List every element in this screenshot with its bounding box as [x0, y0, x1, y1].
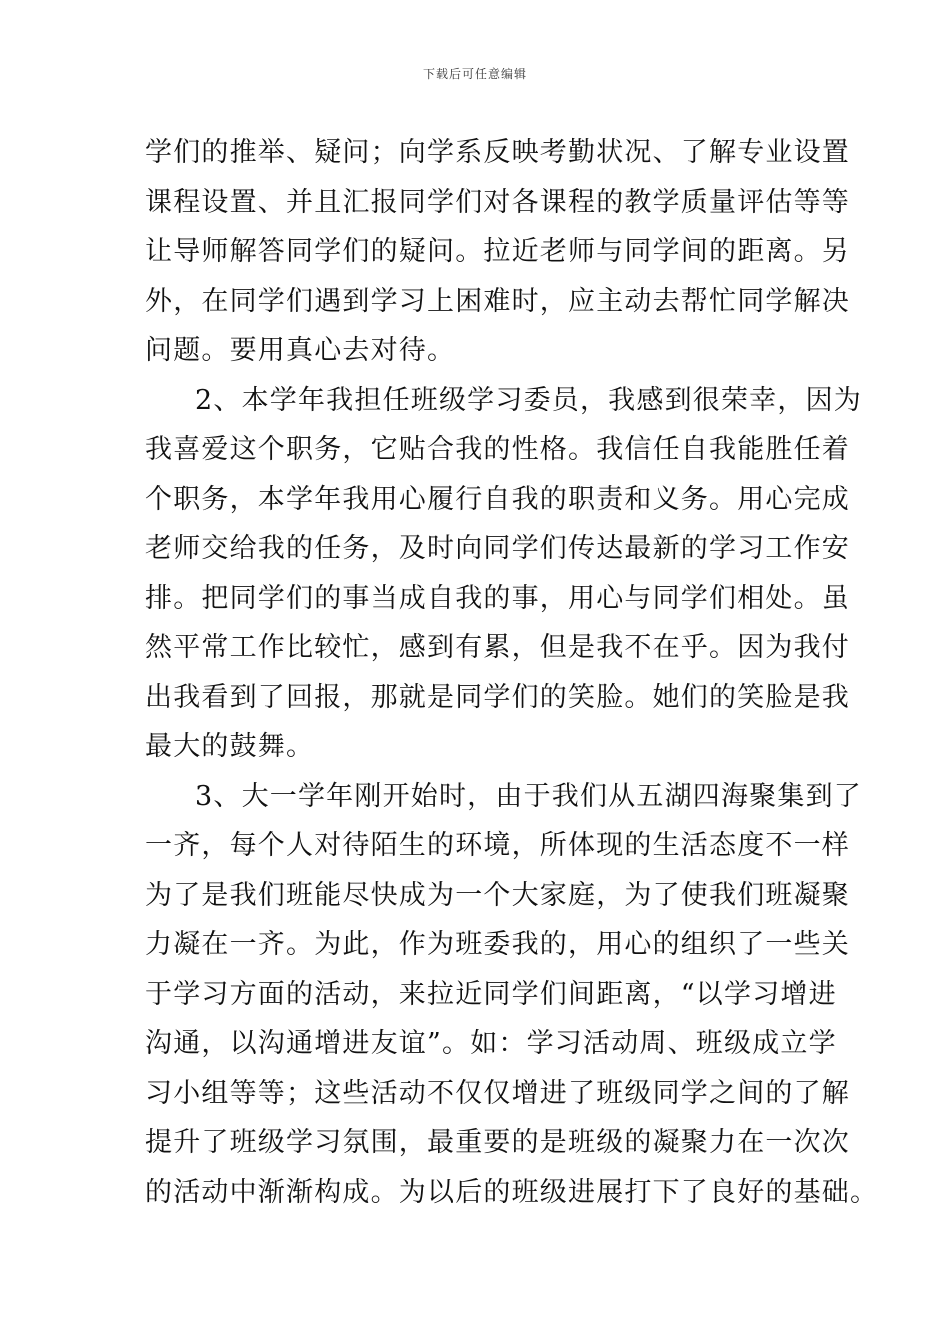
- text-line: 问题。要用真心去对待。: [145, 335, 456, 366]
- text-line: 出我看到了回报，那就是同学们的笑脸。她们的笑脸是我: [145, 681, 850, 713]
- paragraph-start-line: 2、本学年我担任班级学习委员，我感到很荣幸，因为: [195, 384, 862, 416]
- paragraph-start-line: 3、大一学年刚开始时，由于我们从五湖四海聚集到了: [195, 780, 862, 812]
- text-line: 个职务，本学年我用心履行自我的职责和义务。用心完成: [145, 483, 850, 515]
- text-line: 一齐，每个人对待陌生的环境，所体现的生活态度不一样: [145, 830, 850, 861]
- text-line: 让导师解答同学们的疑问。拉近老师与同学间的距离。另: [145, 236, 850, 267]
- text-line: 为了是我们班能尽快成为一个大家庭，为了使我们班凝聚: [145, 879, 850, 911]
- header-note: 下载后可任意编辑: [422, 67, 527, 81]
- text-line: 课程设置、并且汇报同学们对各课程的教学质量评估等等: [145, 186, 850, 218]
- text-line: 老师交给我的任务，及时向同学们传达最新的学习工作安: [145, 533, 850, 564]
- text-line: 提升了班级学习氛围，最重要的是班级的凝聚力在一次次: [145, 1127, 850, 1158]
- text-line: 于学习方面的活动，来拉近同学们间距离，“以学习增进: [145, 978, 837, 1010]
- text-line: 外，在同学们遇到学习上困难时，应主动去帮忙同学解决: [145, 285, 850, 317]
- text-line: 最大的鼓舞。: [145, 731, 315, 762]
- text-line: 的活动中渐渐构成。为以后的班级进展打下了良好的基础。: [145, 1176, 879, 1208]
- text-line: 习小组等等；这些活动不仅仅增进了班级同学之间的了解: [145, 1077, 850, 1109]
- text-line: 力凝在一齐。为此，作为班委我的，用心的组织了一些关: [145, 929, 850, 960]
- text-line: 沟通，以沟通增进友谊”。如：学习活动周、班级成立学: [145, 1028, 837, 1059]
- text-line: 排。把同学们的事当成自我的事，用心与同学们相处。虽: [145, 582, 850, 614]
- text-line: 我喜爱这个职务，它贴合我的性格。我信任自我能胜任着: [145, 434, 850, 465]
- text-line: 然平常工作比较忙，感到有累，但是我不在乎。因为我付: [145, 632, 850, 663]
- body-text: [145, 128, 879, 1217]
- text-line: 学们的推举、疑问；向学系反映考勤状况、了解专业设置: [145, 137, 850, 168]
